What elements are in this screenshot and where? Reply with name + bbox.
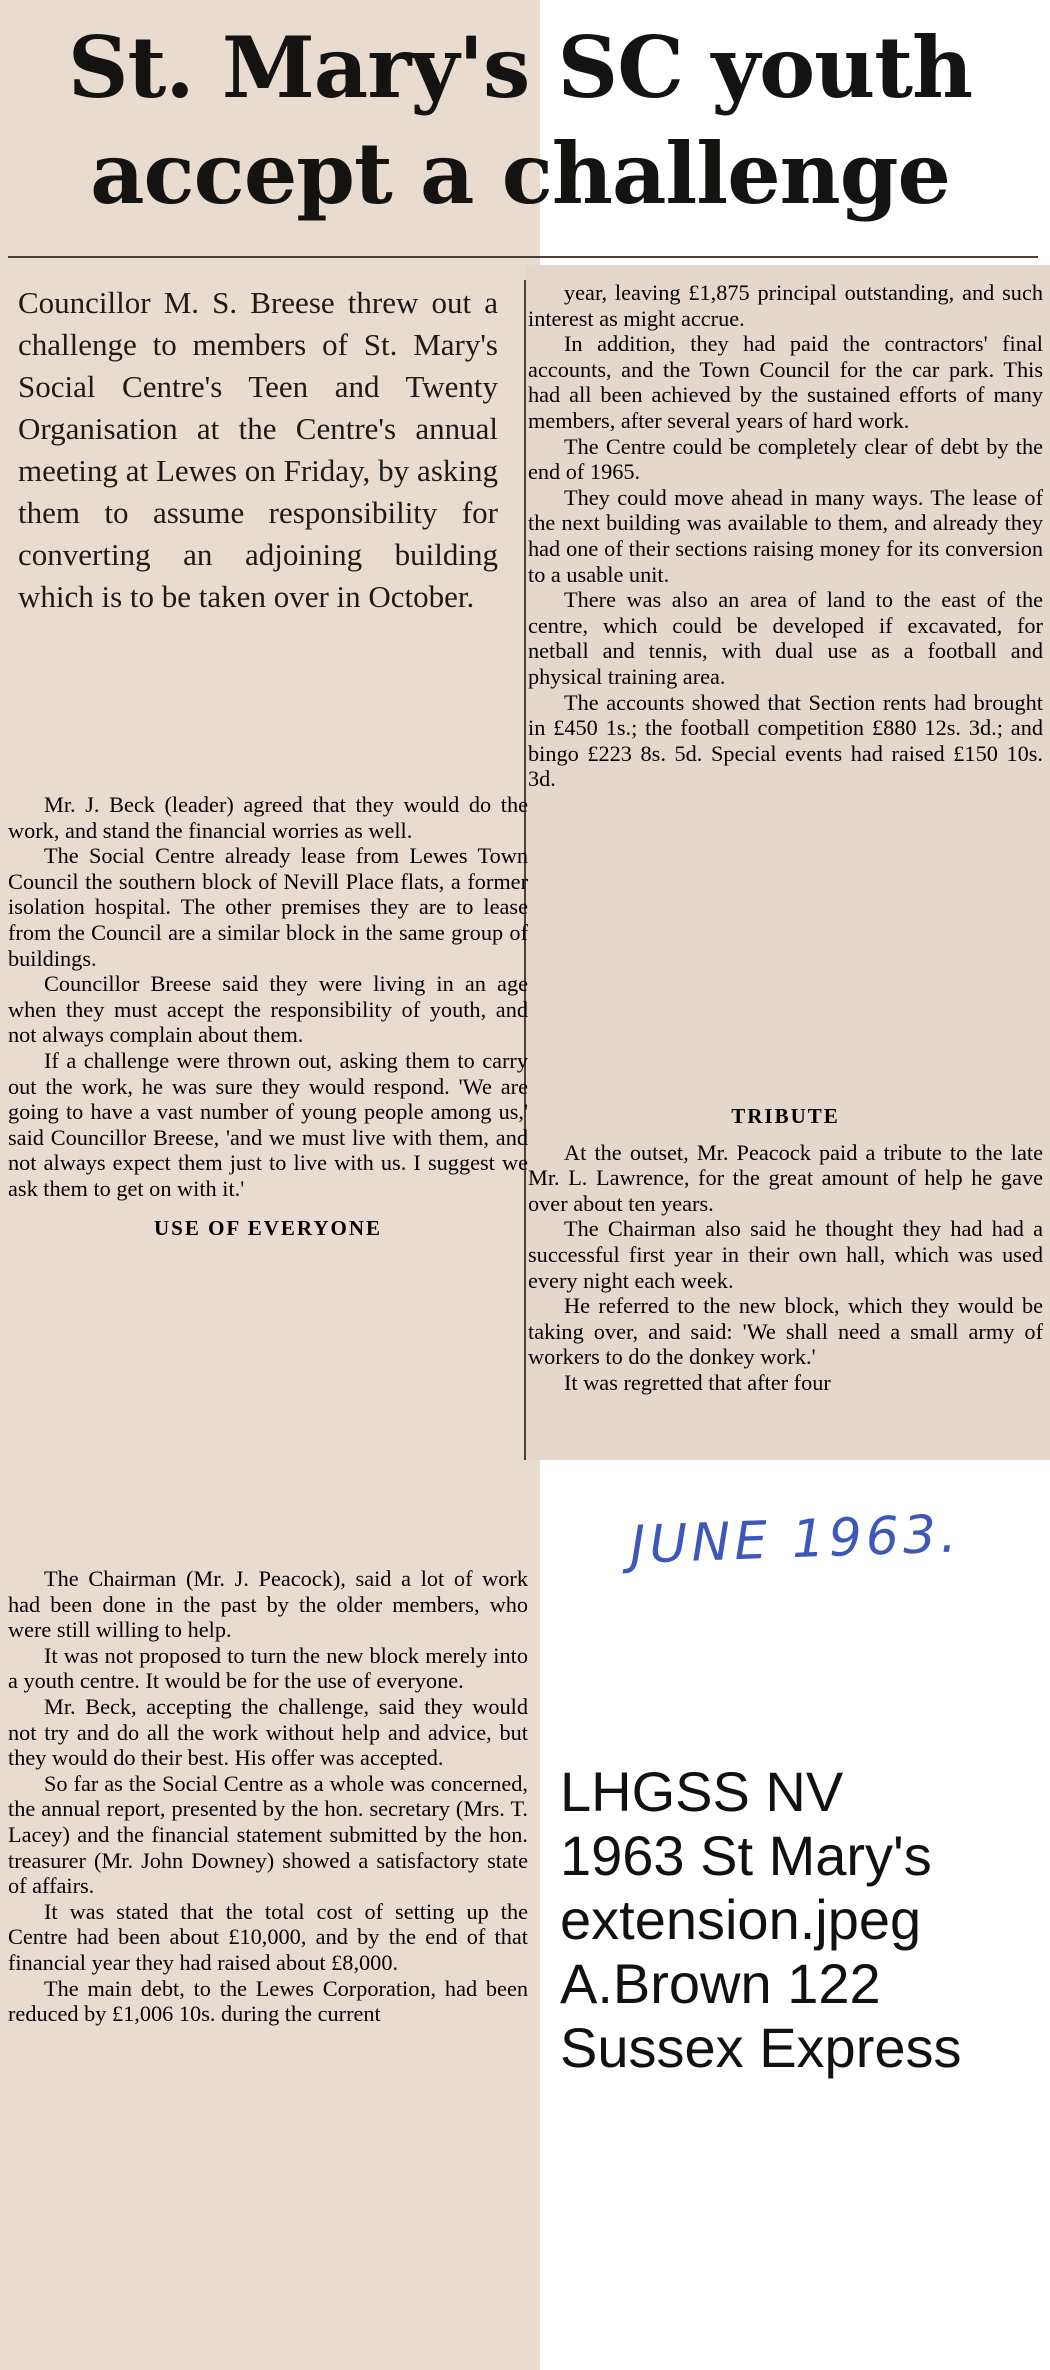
label-line: LHGSS NV [560,1760,844,1823]
label-line: A.Brown 122 [560,1952,881,2015]
paragraph: The accounts showed that Section rents had brought in £450 1s.; the football competition £880 12s. 3d.; and bingo £223 8s. 5d. Special events had raised £150 10s. 3d. [528,689,1043,792]
paragraph: It was not proposed to turn the new block merely into a youth centre. It would be for the use of everyone. [8,1642,528,1694]
paragraph: At the outset, Mr. Peacock paid a tribute to the late Mr. L. Lawrence, for the great amount of help he gave over about ten years. [528,1139,1043,1216]
paragraph: So far as the Social Centre as a whole was concerned, the annual report, presented by the hon. secretary (Mrs. T. Lacey) and the financial statement submitted by the hon. treasurer (Mr. John Downey) showed a satisfactory state of affairs. [8,1770,528,1899]
handwritten-date: JUNE 1963. [629,1504,962,1576]
label-line: 1963 St Mary's [560,1824,932,1887]
subheading-tribute: TRIBUTE [731,1104,840,1128]
paragraph: The Social Centre already lease from Lewes Town Council the southern block of Nevill Place flats, a former isolation hospital. The other premises they are to lease from the Council are a similar block in the same group of buildings. [8,843,528,971]
archive-label [560,1760,1040,2080]
subheading-use-of-everyone: USE OF EVERYONE [153,1215,382,1240]
label-line: Sussex Express [560,2016,962,2079]
headline [10,15,1030,227]
column-b [528,280,1043,792]
column-a-continued [8,1566,528,2027]
lead-paragraph: Councillor M. S. Breese threw out a challenge to members of St. Mary's Social Centre's Teen and Twenty Organisation at the Centre's annual meeting at Lewes on Friday, by asking them to assume responsibility for converting an adjoining building which is to be taken over in October. [18,285,498,614]
paragraph: If a challenge were thrown out, asking them to carry out the work, he was sure they would respond. 'We are going to have a vast number of young people among us,' said Councillor Breese, 'and we must live with them, and not always expect them just to live with us. I suggest we ask them to get on with it.' [8,1047,528,1201]
paragraph: The main debt, to the Lewes Corporation, had been reduced by £1,006 10s. during the current [8,1975,528,2027]
paragraph: Mr. Beck, accepting the challenge, said they would not try and do all the work without help and advice, but they would do their best. His offer was accepted. [8,1693,528,1771]
paragraph: It was regretted that after four [564,1369,831,1395]
paragraph: year, leaving £1,875 principal outstanding, and such interest as might accrue. [528,280,1043,331]
headline-line-1: St. Mary's SC youth [67,18,973,117]
paragraph: Councillor Breese said they were living in an age when they must accept the responsibility of youth, and not always complain about them. [8,971,528,1048]
paragraph: He referred to the new block, which they would be taking over, and said: 'We shall need a small army of workers to do the donkey work.' [528,1293,1043,1370]
column-b-continued [528,1090,1043,1396]
paragraph: They could move ahead in many ways. The lease of the next building was available to them, and already they had one of their sections raising money for its conversion to a usable unit. [528,484,1043,587]
paragraph: The Chairman (Mr. J. Peacock), said a lot of work had been done in the past by the older members, who were still willing to help. [8,1566,528,1643]
column-a [8,792,528,1251]
paragraph: The Centre could be completely clear of debt by the end of 1965. [528,433,1043,485]
paragraph: In addition, they had paid the contractors' final accounts, and the Town Council for the car park. This had all been achieved by the sustained efforts of many members, after several years of hard work. [528,331,1043,433]
label-line: extension.jpeg [560,1888,922,1951]
headline-line-2: accept a challenge [90,124,950,223]
paragraph: There was also an area of land to the east of the centre, which could be developed if excavated, for netball and tennis, with dual use as a football and physical training area. [528,587,1043,689]
paragraph: Mr. J. Beck (leader) agreed that they would do the work, and stand the financial worries as well. [8,792,528,843]
paragraph: It was stated that the total cost of setting up the Centre had been about £10,000, and by the end of that financial year they had raised about £8,000. [8,1898,528,1975]
paragraph: The Chairman also said he thought they had had a successful first year in their own hall, which was used every night each week. [528,1216,1043,1293]
headline-rule [8,256,1038,258]
